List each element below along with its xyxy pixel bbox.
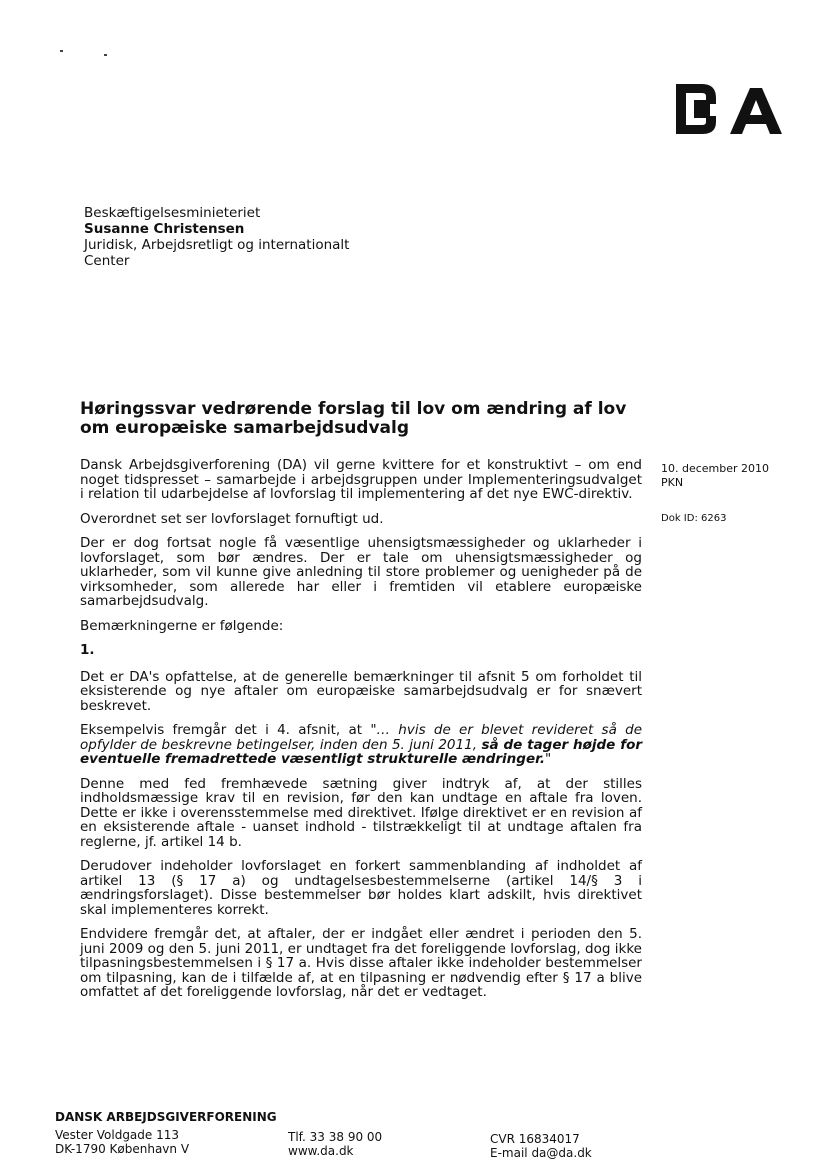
- letter-title: Høringssvar vedrørende forslag til lov om ændring af lov om europæiske samarbejdsudvalg: [80, 399, 627, 438]
- document-id: Dok ID: 6263: [661, 513, 727, 524]
- paragraph-example: [80, 723, 642, 767]
- section-number: 1.: [80, 642, 95, 658]
- example-lead: Eksempelvis fremgår det i 4. afsnit, at: [80, 722, 371, 738]
- footer-web: www.da.dk: [288, 1144, 354, 1158]
- letter-meta: [661, 462, 769, 526]
- paragraph-agreements: Endvidere fremgår det, at aftaler, der er indgået eller ændret i perioden den 5. juni 2009 og den 5. juni 2011, er undtaget fra det foreliggende lovforslag, dog ikke tilpasningsbestemmelsen i § 17 a. Hvis disse aftaler ikke indeholder bestemmelser om tilpasning, kan de i tilfælde af, at en tilpasning er nødvendig efter § 17 a blive omfattet af det foreliggende lovforslag, når det er vedtaget.: [80, 926, 642, 1000]
- paragraph-intro: Dansk Arbejdsgiverforening (DA) vil gerne kvittere for et konstruktivt – om end noget tidspresset – samarbejde i arbejdsgruppen under Implementeringsudvalget i relation til udarbejdelse af lovforslag til implementering af det nye EWC-direktiv.: [80, 457, 642, 502]
- scan-speck: [60, 50, 63, 52]
- paragraph-remarks-intro: Bemærkningerne er følgende:: [80, 617, 284, 634]
- recipient-department-cont: Center: [84, 253, 130, 269]
- letter-date: 10. december 2010: [661, 462, 770, 475]
- letter-initials: PKN: [661, 476, 684, 489]
- paragraph-mixup: Derudover indeholder lovforslaget en forkert sammenblanding af indholdet af artikel 13 (§ 17 a) og undtagelsesbestemmelserne (artikel 14/§ 3 i ændringsforslaget). Disse bestemmelser bør holdes klart adskilt, hvis direktivet skal implementeres korrekt.: [80, 858, 642, 918]
- footer-street: Vester Voldgade 113: [55, 1128, 180, 1142]
- paragraph-concerns: Der er dog fortsat nogle få væsentlige uhensigtsmæssigheder og uklarheder i lovforslaget, som bør ændres. Der er tale om uhensigtsmæssigheder og uklarheder, som vil kunne give anledning til store problemer og uenigheder på de virksomheder, som allerede har eller i fremtiden vil etablere europæiske samarbejdsudvalg.: [80, 535, 642, 609]
- da-logo-icon: [672, 80, 784, 138]
- footer-company: [490, 1132, 592, 1160]
- recipient-ministry: Beskæftigelsesminieteriet: [84, 205, 261, 221]
- example-quote-bold: så de tager højde for eventuelle fremadrettede væsentligt strukturelle ændringer.: [80, 736, 643, 767]
- example-quote: "… hvis de er blevet revideret så de opfylder de beskrevne betingelser, inden den 5. juni 2011,: [80, 722, 642, 753]
- letter-footer: [55, 1110, 795, 1160]
- paragraph-overall: Overordnet set ser lovforslaget fornuftigt ud.: [80, 510, 384, 527]
- letter-body: [80, 458, 642, 1010]
- footer-cvr: CVR 16834017: [490, 1132, 580, 1146]
- footer-email: E-mail da@da.dk: [490, 1146, 592, 1160]
- paragraph-bold-sentence: Denne med fed fremhævede sætning giver indtryk af, at der stilles indholdsmæssige krav til en revision, før den kan undtage en aftale fra loven. Dette er ikke i overensstemmelse med direktivet. Ifølge direktivet er en revision af en eksisterende aftale - uanset indhold - tilstrækkeligt til at undtage aftalen fra reglerne, jf. artikel 14 b.: [80, 775, 642, 850]
- example-quote-end: ": [544, 751, 552, 767]
- recipient-department: Juridisk, Arbejdsretligt og internationalt: [84, 237, 350, 253]
- recipient-name: Susanne Christensen: [84, 221, 245, 237]
- footer-address: [55, 1128, 189, 1156]
- recipient-address: [84, 205, 349, 269]
- footer-city: DK-1790 København V: [55, 1142, 190, 1156]
- scan-speck: [104, 54, 107, 56]
- footer-organization: DANSK ARBEJDSGIVERFORENING: [55, 1110, 277, 1124]
- paragraph-opinion: Det er DA's opfattelse, at de generelle bemærkninger til afsnit 5 om forholdet til eksisterende og nye aftaler om europæiske samarbejdsudvalg er for snævert beskrevet.: [80, 668, 642, 714]
- footer-contact: [288, 1130, 382, 1158]
- footer-phone: Tlf. 33 38 90 00: [288, 1130, 383, 1144]
